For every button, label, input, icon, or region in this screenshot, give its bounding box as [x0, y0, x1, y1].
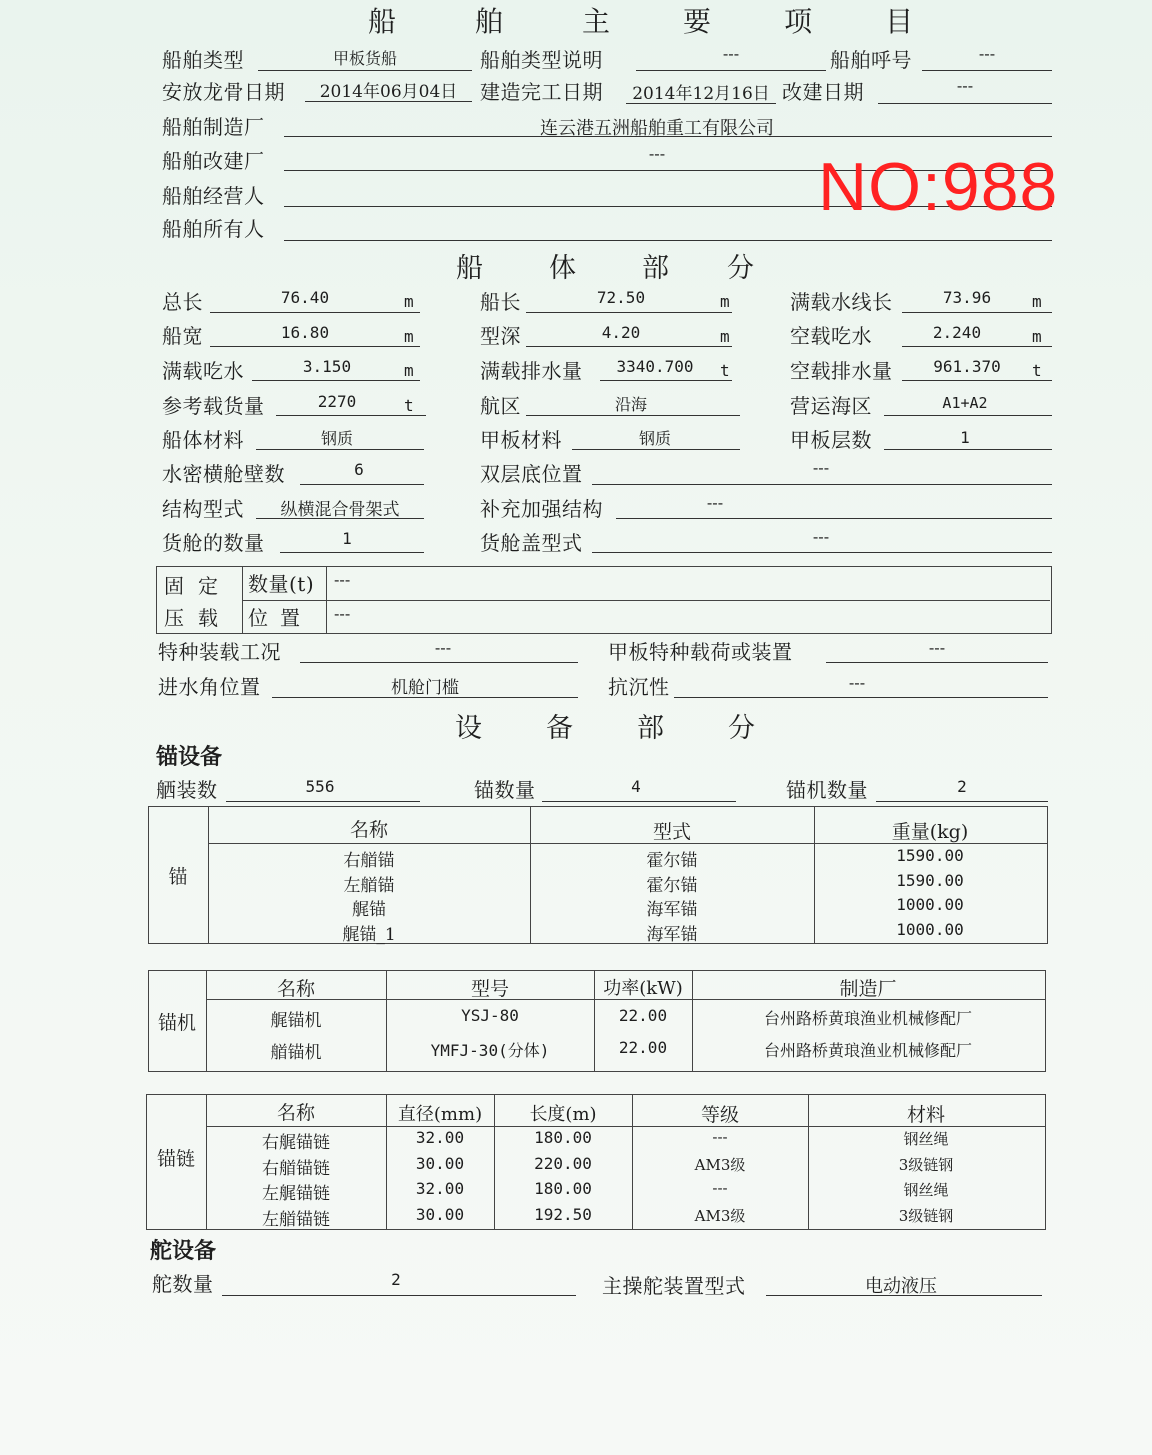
chain-grade: AM3级 [694, 1155, 746, 1174]
label-waterline: 满载水线长 [790, 290, 893, 314]
windlass-manufacturer: 台州路桥黄琅渔业机械修配厂 [763, 1041, 972, 1060]
label-structure-type: 结构型式 [162, 497, 244, 521]
windlass-header-model: 型号 [470, 978, 509, 1000]
label-hold-count: 货舱的数量 [162, 531, 265, 555]
unit-depth: m [720, 327, 730, 346]
chain-diameter: 32.00 [415, 1179, 465, 1198]
windlass-header-manufacturer: 制造厂 [839, 978, 897, 1000]
label-call-sign: 船舶呼号 [830, 48, 912, 72]
value-reference-load: 2270 [317, 392, 357, 411]
label-deck-special-load: 甲板特种载荷或装置 [608, 640, 793, 664]
label-operating-area: 营运海区 [790, 394, 872, 418]
label-rudder-count: 舵数量 [152, 1272, 214, 1296]
value-flooding-point: 机舱门槛 [391, 678, 459, 698]
chain-material: 钢丝绳 [903, 1181, 949, 1199]
label-deck-count: 甲板层数 [790, 428, 872, 452]
chain-grade: --- [712, 1179, 728, 1197]
value-breadth: 16.80 [280, 323, 330, 342]
label-steering-gear-type: 主操舵装置型式 [602, 1274, 746, 1298]
anchor-table-header-name: 名称 [349, 819, 388, 841]
label-ship-type: 船舶类型 [162, 48, 244, 72]
value-light-displacement: 961.370 [933, 357, 1001, 376]
unit-loa: m [404, 292, 414, 311]
value-navigation-area: 沿海 [614, 395, 647, 414]
value-ballast-position: --- [334, 604, 351, 623]
label-ballast-position: 位置 [248, 606, 312, 630]
label-deck-material: 甲板材料 [480, 428, 562, 452]
chain-header-grade: 等级 [700, 1104, 739, 1126]
anchor-weight: 1590.00 [896, 846, 964, 865]
label-depth: 型深 [480, 324, 521, 348]
anchor-weight: 1590.00 [896, 870, 964, 890]
unit-light-draft: m [1032, 327, 1042, 346]
windlass-model: YSJ-80 [461, 1006, 519, 1025]
chain-diameter: 32.00 [415, 1128, 465, 1147]
value-unsinkability: --- [848, 673, 866, 692]
anchor-type: 海军锚 [646, 924, 698, 945]
windlass-name: 艏锚机 [270, 1043, 322, 1063]
unit-length: m [720, 292, 730, 311]
value-hatch-type: --- [812, 527, 830, 546]
unit-light-displacement: t [1032, 361, 1042, 380]
title-main-items: 船 舶 主 要 项 目 [368, 5, 915, 38]
serial-number-stamp: NO:988 [818, 149, 1059, 225]
label-equipment-number: 舾装数 [156, 778, 218, 802]
value-ship-type-desc: --- [722, 44, 740, 63]
anchor-weight: 1000.00 [896, 919, 964, 939]
chain-length: 180.00 [534, 1128, 592, 1147]
heading-hull: 船 体 部 分 [456, 253, 756, 284]
chain-name: 左艉锚链 [262, 1184, 330, 1204]
chain-name: 右艉锚链 [262, 1133, 330, 1153]
unit-reference-load: t [404, 396, 414, 415]
value-rebuilder: --- [648, 144, 666, 163]
chain-diameter: 30.00 [415, 1153, 465, 1173]
value-bulkheads: 6 [354, 460, 364, 479]
label-unsinkability: 抗沉性 [608, 675, 670, 699]
label-rebuilder: 船舶改建厂 [162, 149, 265, 173]
value-steering-gear-type: 电动液压 [865, 1276, 937, 1297]
label-builder: 船舶制造厂 [162, 115, 265, 139]
label-flooding-point: 进水角位置 [158, 675, 261, 699]
anchor-weight: 1000.00 [896, 895, 964, 914]
label-light-draft: 空载吃水 [790, 324, 872, 348]
label-reference-load: 参考载货量 [162, 394, 265, 418]
label-loa: 总长 [162, 290, 203, 314]
windlass-table-label: 锚机 [157, 1012, 196, 1034]
windlass-header-name: 名称 [276, 978, 315, 1000]
value-deck-count: 1 [960, 428, 970, 447]
value-deck-material: 钢质 [638, 429, 671, 448]
value-special-loading: --- [434, 638, 452, 657]
anchor-name: 艉锚 [352, 900, 386, 920]
label-ballast: 压载 [164, 606, 232, 630]
label-full-displacement: 满载排水量 [480, 359, 583, 383]
anchor-name: 左艏锚 [343, 875, 395, 896]
value-ballast-quantity: --- [334, 570, 351, 589]
label-completion-date: 建造完工日期 [480, 80, 603, 104]
value-builder: 连云港五洲船舶重工有限公司 [540, 118, 774, 139]
chain-material: 3级链钢 [898, 1155, 954, 1174]
heading-rudder-equipment: 舵设备 [150, 1238, 217, 1264]
value-hold-count: 1 [342, 529, 352, 548]
chain-length: 192.50 [534, 1204, 592, 1224]
chain-header-diameter: 直径(mm) [397, 1104, 483, 1125]
label-light-displacement: 空载排水量 [790, 359, 893, 383]
chain-name: 左艏锚链 [262, 1209, 330, 1230]
anchor-type: 霍尔锚 [646, 875, 698, 896]
label-keel-date: 安放龙骨日期 [162, 80, 285, 104]
value-ship-type: 甲板货船 [332, 49, 397, 68]
label-windlass-count: 锚机数量 [786, 778, 868, 802]
chain-table-label: 锚链 [156, 1148, 195, 1170]
chain-grade: AM3级 [694, 1206, 746, 1225]
label-navigation-area: 航区 [480, 394, 521, 418]
chain-material: 3级链钢 [898, 1206, 954, 1225]
label-bulkheads: 水密横舱壁数 [162, 462, 285, 486]
chain-header-material: 材料 [906, 1104, 945, 1126]
value-operating-area: A1+A2 [942, 394, 988, 412]
anchor-table-header-type: 型式 [652, 821, 691, 843]
chain-grade: --- [712, 1128, 728, 1146]
unit-full-displacement: t [720, 361, 730, 380]
value-length: 72.50 [596, 288, 646, 307]
anchor-type: 海军锚 [646, 900, 698, 920]
unit-breadth: m [404, 327, 414, 346]
value-rudder-count: 2 [391, 1270, 401, 1289]
anchor-table-header-weight: 重量(kg) [891, 821, 969, 843]
label-breadth: 船宽 [162, 324, 203, 348]
value-windlass-count: 2 [957, 777, 967, 796]
label-fixed: 固定 [164, 574, 232, 598]
label-owner: 船舶所有人 [162, 217, 265, 241]
value-rebuild-date: --- [956, 76, 974, 95]
anchor-name: 右艏锚 [343, 851, 395, 871]
value-completion-date: 2014年12月16日 [632, 84, 770, 104]
chain-length: 180.00 [534, 1179, 592, 1198]
anchor-name: 艉锚_1 [342, 924, 396, 945]
windlass-header-power: 功率(kW) [603, 978, 683, 999]
label-double-bottom: 双层底位置 [480, 462, 583, 486]
value-full-draft: 3.150 [302, 357, 352, 376]
label-special-loading: 特种装载工况 [158, 640, 281, 664]
label-hull-material: 船体材料 [162, 428, 244, 452]
label-full-draft: 满载吃水 [162, 359, 244, 383]
windlass-model: YMFJ-30(分体) [430, 1041, 550, 1060]
unit-full-draft: m [404, 361, 414, 380]
value-hull-material: 钢质 [320, 429, 353, 448]
value-structure-type: 纵横混合骨架式 [280, 500, 400, 520]
heading-anchor-equipment: 锚设备 [156, 744, 223, 770]
chain-name: 右艏锚链 [262, 1158, 330, 1179]
value-light-draft: 2.240 [932, 323, 982, 342]
value-anchor-count: 4 [631, 777, 641, 796]
value-loa: 76.40 [280, 288, 330, 307]
label-ballast-quantity: 数量(t) [248, 572, 315, 596]
label-anchor-count: 锚数量 [474, 778, 536, 802]
value-equipment-number: 556 [305, 777, 335, 796]
anchor-table-label: 锚 [168, 866, 188, 888]
chain-header-name: 名称 [276, 1102, 315, 1124]
label-rebuild-date: 改建日期 [782, 80, 864, 104]
label-reinforcement: 补充加强结构 [480, 497, 603, 521]
windlass-name: 艉锚机 [270, 1011, 322, 1031]
heading-equipment: 设 备 部 分 [455, 713, 757, 744]
chain-header-length: 长度(m) [529, 1104, 597, 1125]
chain-material: 钢丝绳 [903, 1130, 949, 1148]
value-full-displacement: 3340.700 [616, 357, 694, 376]
value-waterline: 73.96 [942, 288, 992, 307]
windlass-power: 22.00 [618, 1038, 668, 1057]
unit-waterline: m [1032, 292, 1042, 311]
value-deck-special-load: --- [928, 638, 946, 657]
anchor-type: 霍尔锚 [646, 851, 698, 871]
label-length: 船长 [480, 290, 521, 314]
chain-diameter: 30.00 [415, 1204, 465, 1224]
label-hatch-type: 货舱盖型式 [480, 531, 583, 555]
label-ship-type-desc: 船舶类型说明 [480, 48, 603, 72]
value-reinforcement: --- [706, 493, 724, 512]
chain-length: 220.00 [534, 1153, 592, 1173]
windlass-manufacturer: 台州路桥黄琅渔业机械修配厂 [763, 1009, 972, 1028]
label-operator: 船舶经营人 [162, 184, 265, 208]
windlass-power: 22.00 [618, 1006, 668, 1025]
value-keel-date: 2014年06月04日 [319, 82, 458, 102]
value-depth: 4.20 [601, 323, 641, 342]
value-call-sign: --- [978, 44, 996, 63]
value-double-bottom: --- [812, 458, 830, 477]
